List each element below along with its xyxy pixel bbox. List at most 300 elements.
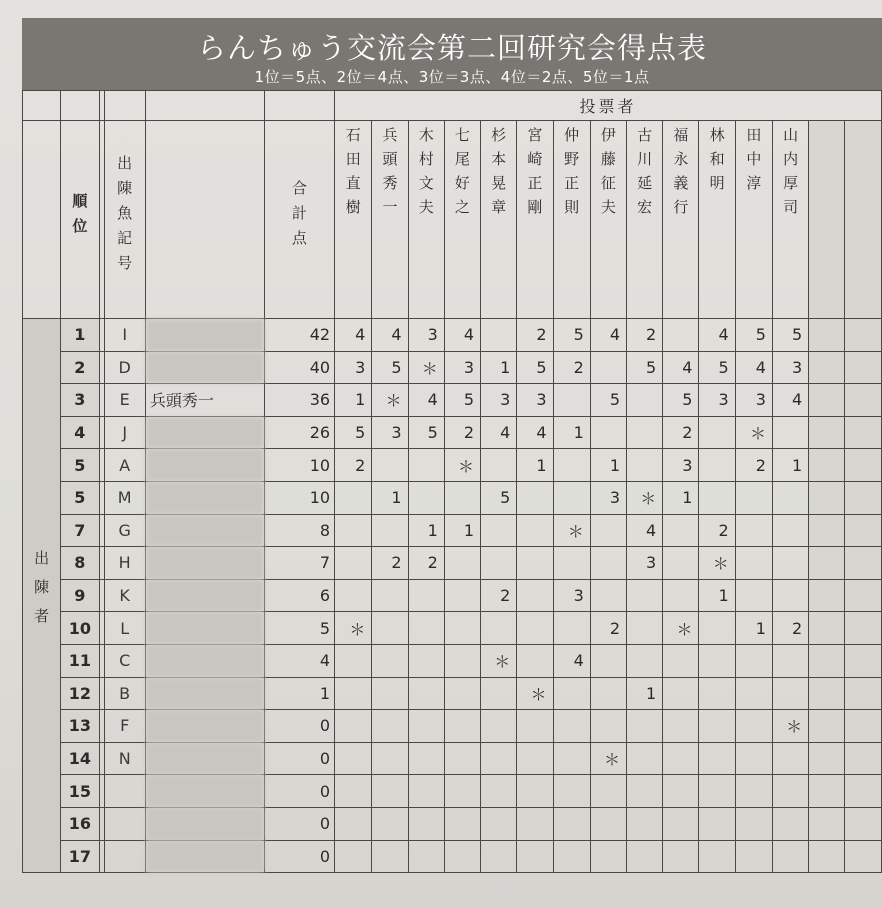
vote-cell: ＊	[735, 416, 772, 449]
vote-cell	[627, 710, 663, 743]
vote-cell	[517, 710, 553, 743]
vote-cell	[481, 514, 517, 547]
rank-cell: 13	[61, 710, 99, 743]
vote-cell	[772, 807, 808, 840]
scoring-rule: 1位＝5点、2位＝4点、3位＝3点、4位＝2点、5位＝1点	[254, 68, 650, 86]
exhibitor-name-cell	[145, 547, 264, 580]
vote-cell	[408, 710, 444, 743]
vote-cell	[590, 710, 626, 743]
vote-cell	[772, 775, 808, 808]
vote-cell	[772, 579, 808, 612]
vote-cell	[335, 677, 372, 710]
vote-cell: 2	[735, 449, 772, 482]
vote-cell	[372, 449, 408, 482]
vote-cell: 3	[699, 384, 735, 417]
total-score-cell: 4	[264, 644, 334, 677]
vote-cell: ＊	[590, 742, 626, 775]
table-row	[23, 416, 882, 449]
vote-cell: 3	[663, 449, 699, 482]
blank-vote-cell	[845, 677, 882, 710]
vote-cell	[335, 840, 372, 873]
vote-cell	[408, 579, 444, 612]
vote-cell	[372, 775, 408, 808]
vote-cell	[444, 775, 480, 808]
vote-cell	[663, 677, 699, 710]
vote-cell	[627, 384, 663, 417]
fish-code-cell	[104, 775, 145, 808]
vote-cell: 3	[772, 351, 808, 384]
vote-cell: 2	[663, 416, 699, 449]
vote-cell: 1	[772, 449, 808, 482]
fish-code-cell: G	[104, 514, 145, 547]
rank-cell: 3	[61, 384, 99, 417]
voter-name: 宮崎正剛	[525, 127, 544, 223]
vote-cell	[663, 579, 699, 612]
vote-cell	[627, 644, 663, 677]
voter-name: 田中淳	[744, 127, 763, 199]
blank-vote-cell	[809, 677, 845, 710]
vote-cell	[408, 677, 444, 710]
voter-name: 古川延宏	[635, 127, 654, 223]
blank-vote-cell	[845, 351, 882, 384]
rank-cell: 4	[61, 416, 99, 449]
vote-cell	[590, 351, 626, 384]
voter-name: 仲野正則	[562, 127, 581, 223]
vote-cell	[553, 547, 590, 580]
vote-cell	[663, 775, 699, 808]
vote-cell: 1	[372, 481, 408, 514]
vote-cell	[444, 612, 480, 645]
total-score-cell: 7	[264, 547, 334, 580]
vote-cell: 2	[772, 612, 808, 645]
voter-name: 杉本晃章	[489, 127, 508, 223]
header-row-top	[23, 91, 882, 121]
fish-code-cell: A	[104, 449, 145, 482]
vote-cell: 1	[481, 351, 517, 384]
vote-cell: 4	[335, 319, 372, 352]
vote-cell	[627, 612, 663, 645]
vote-cell: 3	[735, 384, 772, 417]
blank-vote-cell	[809, 547, 845, 580]
fish-code-cell: D	[104, 351, 145, 384]
blank-vote-cell	[845, 481, 882, 514]
vote-cell	[772, 677, 808, 710]
vote-cell: 5	[663, 384, 699, 417]
blank-vote-cell	[845, 840, 882, 873]
vote-cell	[444, 644, 480, 677]
fish-code-cell: M	[104, 481, 145, 514]
exhibitor-name-cell	[145, 612, 264, 645]
exhibitor-name-cell	[145, 710, 264, 743]
vote-cell	[444, 481, 480, 514]
vote-cell	[699, 449, 735, 482]
vote-cell: 2	[553, 351, 590, 384]
vote-cell	[372, 840, 408, 873]
fish-code-cell: L	[104, 612, 145, 645]
vote-cell: 4	[408, 384, 444, 417]
vote-cell	[335, 481, 372, 514]
vote-cell	[699, 807, 735, 840]
exhibitor-name-cell	[145, 579, 264, 612]
exhibitor-name-cell	[145, 514, 264, 547]
vote-cell	[735, 840, 772, 873]
vote-cell: ＊	[699, 547, 735, 580]
vote-cell	[663, 807, 699, 840]
vote-cell: 3	[517, 384, 553, 417]
vote-cell	[517, 644, 553, 677]
blank-voter-column	[809, 121, 845, 319]
total-score-cell: 40	[264, 351, 334, 384]
vote-cell	[372, 514, 408, 547]
exhibitor-name-cell	[145, 644, 264, 677]
blank-vote-cell	[809, 319, 845, 352]
vote-cell	[772, 644, 808, 677]
vote-cell	[735, 742, 772, 775]
vote-cell: 5	[408, 416, 444, 449]
vote-cell: 2	[699, 514, 735, 547]
vote-cell: 5	[335, 416, 372, 449]
blank-vote-cell	[845, 775, 882, 808]
vote-cell	[335, 742, 372, 775]
vote-cell	[481, 677, 517, 710]
table-row	[23, 612, 882, 645]
blank-vote-cell	[845, 612, 882, 645]
exhibitor-name-cell: 兵頭秀一	[145, 384, 264, 417]
blank-vote-cell	[845, 384, 882, 417]
vote-cell: ＊	[481, 644, 517, 677]
vote-cell	[444, 742, 480, 775]
vote-cell: 4	[372, 319, 408, 352]
rank-cell: 12	[61, 677, 99, 710]
table-row	[23, 481, 882, 514]
blank-vote-cell	[845, 416, 882, 449]
vote-cell: ＊	[772, 710, 808, 743]
vote-cell: 3	[553, 579, 590, 612]
table-row	[23, 644, 882, 677]
vote-cell	[735, 514, 772, 547]
total-score-cell: 8	[264, 514, 334, 547]
voter-name: 木村文夫	[416, 127, 435, 223]
vote-cell	[699, 612, 735, 645]
vote-cell	[553, 807, 590, 840]
rank-cell: 2	[61, 351, 99, 384]
blank-vote-cell	[845, 742, 882, 775]
vote-cell	[699, 775, 735, 808]
vote-cell: ＊	[335, 612, 372, 645]
vote-cell: 1	[699, 579, 735, 612]
vote-cell	[590, 775, 626, 808]
vote-cell: 2	[517, 319, 553, 352]
vote-cell: 3	[408, 319, 444, 352]
vote-cell: 3	[372, 416, 408, 449]
vote-cell: 5	[590, 384, 626, 417]
vote-cell	[335, 775, 372, 808]
blank-vote-cell	[809, 416, 845, 449]
vote-cell	[481, 742, 517, 775]
blank-voter-column	[845, 121, 882, 319]
blank-vote-cell	[845, 547, 882, 580]
vote-cell	[408, 840, 444, 873]
vote-cell: 3	[444, 351, 480, 384]
vote-cell	[517, 612, 553, 645]
total-score-cell: 10	[264, 449, 334, 482]
vote-cell	[735, 547, 772, 580]
vote-cell	[772, 481, 808, 514]
exhibitor-name-cell	[145, 319, 264, 352]
vote-cell	[481, 710, 517, 743]
fish-code-cell	[104, 840, 145, 873]
total-score-cell: 5	[264, 612, 334, 645]
vote-cell	[663, 547, 699, 580]
vote-cell	[335, 710, 372, 743]
exhibitor-name-cell	[145, 481, 264, 514]
vote-cell	[372, 742, 408, 775]
rank-cell: 8	[61, 547, 99, 580]
vote-cell	[481, 612, 517, 645]
vote-cell	[444, 807, 480, 840]
fish-code-cell: B	[104, 677, 145, 710]
vote-cell	[444, 579, 480, 612]
vote-cell: 2	[372, 547, 408, 580]
vote-cell	[553, 710, 590, 743]
blank-vote-cell	[809, 775, 845, 808]
exhibitor-side-label: 出陳者	[32, 550, 51, 638]
vote-cell	[627, 416, 663, 449]
vote-cell: 1	[663, 481, 699, 514]
vote-cell	[590, 514, 626, 547]
total-score-cell: 0	[264, 742, 334, 775]
rank-cell: 9	[61, 579, 99, 612]
exhibitor-name-cell	[145, 840, 264, 873]
vote-cell: 2	[590, 612, 626, 645]
vote-cell	[699, 710, 735, 743]
vote-cell	[663, 742, 699, 775]
vote-cell	[481, 840, 517, 873]
total-score-cell: 1	[264, 677, 334, 710]
vote-cell: 4	[735, 351, 772, 384]
vote-cell	[627, 579, 663, 612]
vote-cell: 4	[590, 319, 626, 352]
vote-cell	[335, 807, 372, 840]
vote-cell: 4	[627, 514, 663, 547]
blank-vote-cell	[809, 807, 845, 840]
vote-cell: 1	[444, 514, 480, 547]
vote-cell	[517, 775, 553, 808]
blank-vote-cell	[809, 742, 845, 775]
vote-cell	[444, 677, 480, 710]
vote-cell: ＊	[517, 677, 553, 710]
voters-caption: 投票者	[335, 91, 882, 121]
vote-cell: 3	[481, 384, 517, 417]
vote-cell	[663, 514, 699, 547]
vote-cell	[372, 677, 408, 710]
vote-cell: 2	[408, 547, 444, 580]
vote-cell: ＊	[663, 612, 699, 645]
vote-cell	[481, 807, 517, 840]
table-row	[23, 775, 882, 808]
voter-name: 林和明	[707, 127, 726, 199]
vote-cell: 4	[699, 319, 735, 352]
vote-cell	[590, 807, 626, 840]
vote-cell	[481, 319, 517, 352]
total-header: 合計点	[289, 180, 308, 255]
vote-cell: 2	[335, 449, 372, 482]
table-row	[23, 449, 882, 482]
rank-cell: 7	[61, 514, 99, 547]
vote-cell	[481, 775, 517, 808]
exhibitor-name-cell	[145, 775, 264, 808]
vote-cell	[408, 775, 444, 808]
title-band	[22, 18, 882, 90]
vote-cell: 2	[444, 416, 480, 449]
blank-vote-cell	[809, 579, 845, 612]
vote-cell	[772, 416, 808, 449]
vote-cell	[481, 547, 517, 580]
vote-cell: ＊	[444, 449, 480, 482]
blank-vote-cell	[809, 840, 845, 873]
vote-cell	[772, 840, 808, 873]
voter-name: 福永義行	[671, 127, 690, 223]
vote-cell	[481, 449, 517, 482]
total-score-cell: 42	[264, 319, 334, 352]
vote-cell	[735, 481, 772, 514]
exhibitor-name-cell	[145, 351, 264, 384]
vote-cell	[590, 416, 626, 449]
table-row	[23, 742, 882, 775]
rank-header: 順位	[70, 192, 89, 243]
blank-vote-cell	[809, 481, 845, 514]
vote-cell: 5	[481, 481, 517, 514]
fish-code-cell: C	[104, 644, 145, 677]
voter-name: 兵頭秀一	[380, 127, 399, 223]
vote-cell: 5	[772, 319, 808, 352]
vote-cell	[408, 612, 444, 645]
total-score-cell: 26	[264, 416, 334, 449]
vote-cell	[408, 742, 444, 775]
table-row	[23, 677, 882, 710]
table-row	[23, 710, 882, 743]
blank-vote-cell	[845, 644, 882, 677]
vote-cell	[553, 775, 590, 808]
rank-cell: 16	[61, 807, 99, 840]
rank-cell: 1	[61, 319, 99, 352]
table-row	[23, 547, 882, 580]
vote-cell	[627, 742, 663, 775]
table-row	[23, 807, 882, 840]
header-row-main	[23, 121, 882, 319]
total-score-cell: 36	[264, 384, 334, 417]
vote-cell: 3	[335, 351, 372, 384]
vote-cell	[335, 579, 372, 612]
blank-vote-cell	[845, 807, 882, 840]
vote-cell	[372, 807, 408, 840]
table-row	[23, 319, 882, 352]
vote-cell	[663, 840, 699, 873]
total-score-cell: 0	[264, 775, 334, 808]
total-score-cell: 10	[264, 481, 334, 514]
vote-cell: 1	[408, 514, 444, 547]
vote-cell	[735, 710, 772, 743]
rank-cell: 10	[61, 612, 99, 645]
fish-code-cell: E	[104, 384, 145, 417]
exhibitor-name-cell	[145, 416, 264, 449]
vote-cell	[335, 644, 372, 677]
vote-cell	[517, 514, 553, 547]
vote-cell: 3	[627, 547, 663, 580]
total-score-cell: 0	[264, 710, 334, 743]
vote-cell	[553, 677, 590, 710]
fish-code-cell: N	[104, 742, 145, 775]
rank-cell: 15	[61, 775, 99, 808]
exhibitor-name-cell	[145, 742, 264, 775]
vote-cell	[553, 742, 590, 775]
vote-cell: 2	[481, 579, 517, 612]
vote-cell	[408, 644, 444, 677]
vote-cell: 4	[444, 319, 480, 352]
vote-cell: ＊	[408, 351, 444, 384]
vote-cell: 5	[372, 351, 408, 384]
vote-cell	[444, 840, 480, 873]
vote-cell: 5	[553, 319, 590, 352]
vote-cell	[372, 612, 408, 645]
fish-code-cell: I	[104, 319, 145, 352]
vote-cell: 4	[481, 416, 517, 449]
rank-cell: 5	[61, 449, 99, 482]
vote-cell	[627, 840, 663, 873]
vote-cell	[627, 449, 663, 482]
vote-cell	[517, 742, 553, 775]
vote-cell	[408, 481, 444, 514]
vote-cell	[553, 481, 590, 514]
vote-cell	[517, 807, 553, 840]
vote-cell: 4	[663, 351, 699, 384]
voter-name: 山内厚司	[781, 127, 800, 223]
vote-cell	[772, 514, 808, 547]
vote-cell: 5	[627, 351, 663, 384]
table-row	[23, 384, 882, 417]
table-row	[23, 579, 882, 612]
score-table	[22, 90, 882, 873]
exhibitor-name-cell	[145, 449, 264, 482]
vote-cell	[735, 579, 772, 612]
vote-cell: 2	[627, 319, 663, 352]
vote-cell	[590, 547, 626, 580]
blank-vote-cell	[809, 449, 845, 482]
vote-cell	[444, 710, 480, 743]
blank-vote-cell	[809, 384, 845, 417]
fish-code-header: 出陳魚記号	[115, 155, 134, 280]
table-row	[23, 351, 882, 384]
table-row	[23, 514, 882, 547]
voter-name: 七尾好之	[452, 127, 471, 223]
fish-code-cell	[104, 807, 145, 840]
fish-code-cell: K	[104, 579, 145, 612]
vote-cell: 1	[553, 416, 590, 449]
vote-cell	[590, 677, 626, 710]
blank-vote-cell	[845, 319, 882, 352]
vote-cell	[627, 775, 663, 808]
vote-cell	[408, 807, 444, 840]
blank-vote-cell	[809, 644, 845, 677]
vote-cell	[517, 840, 553, 873]
vote-cell	[335, 547, 372, 580]
vote-cell	[408, 449, 444, 482]
rank-cell: 14	[61, 742, 99, 775]
vote-cell	[590, 644, 626, 677]
vote-cell	[372, 579, 408, 612]
blank-vote-cell	[845, 710, 882, 743]
vote-cell	[699, 416, 735, 449]
